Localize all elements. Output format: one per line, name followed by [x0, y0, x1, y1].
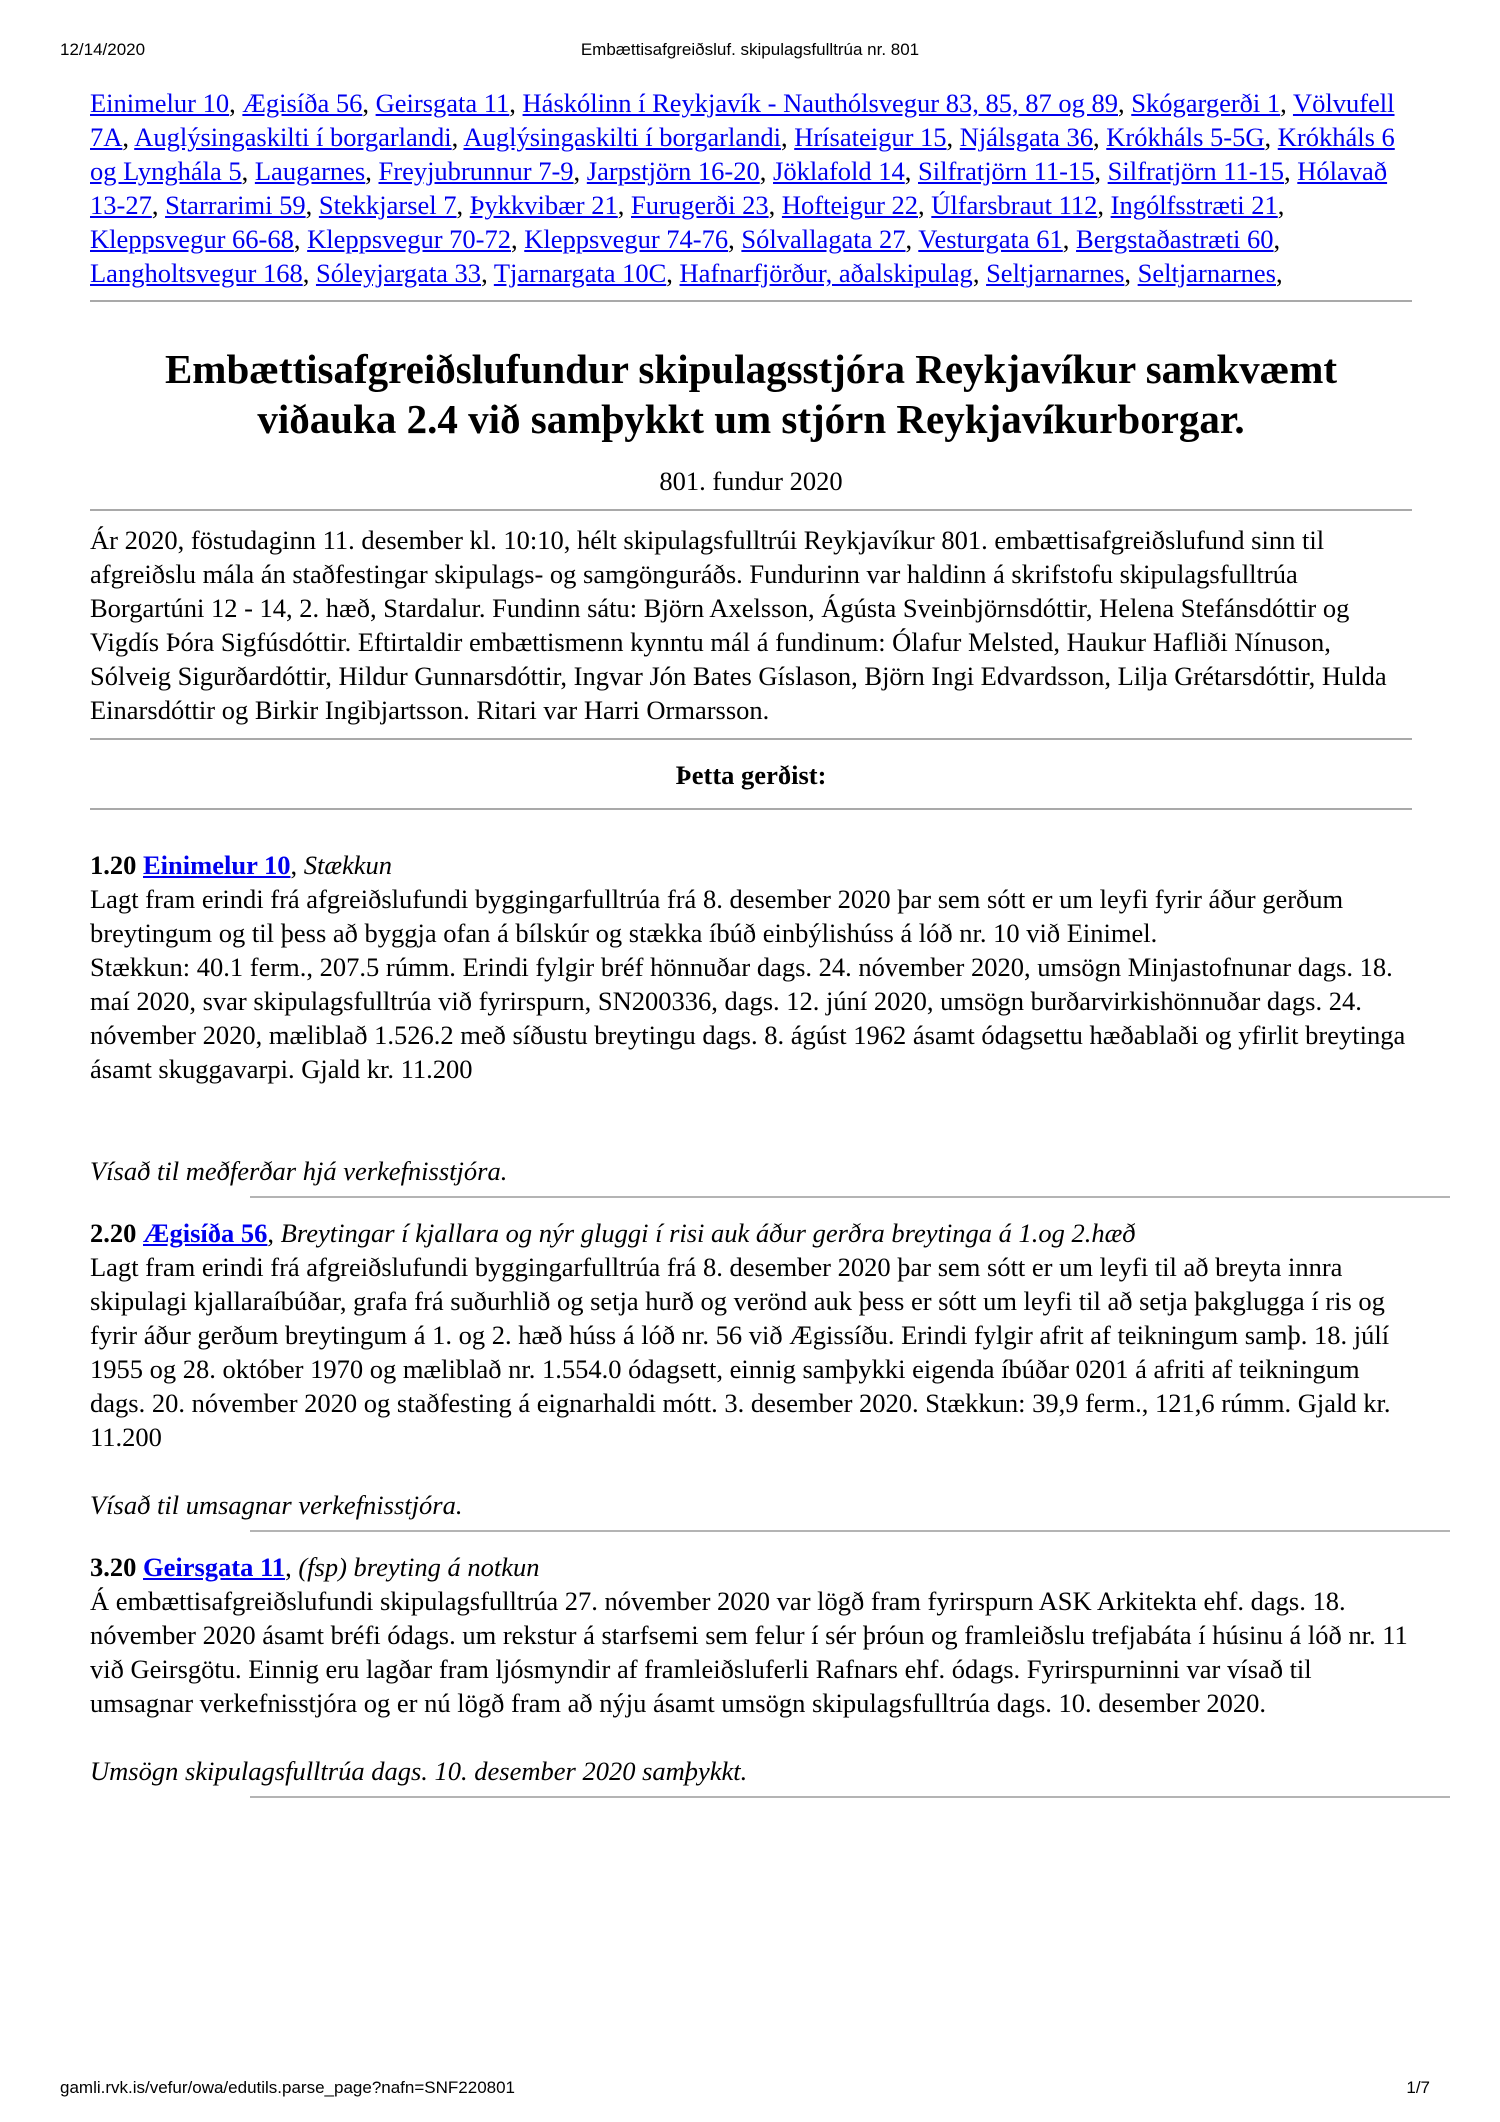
case-link[interactable]: Háskólinn í Reykjavík - Nauthólsvegur 83, 85, 87 og 89	[522, 88, 1118, 118]
case-link[interactable]: Langholtsvegur 168	[90, 258, 303, 288]
print-header	[60, 40, 1440, 64]
case-outcome: Umsögn skipulagsfulltrúa dags. 10. desember 2020 samþykkt.	[90, 1756, 748, 1786]
case-link[interactable]: Þykkvibær 21	[469, 190, 618, 220]
case-link[interactable]: Ingólfsstræti 21	[1110, 190, 1278, 220]
case-link[interactable]: Hafnarfjörður, aðalskipulag	[679, 258, 973, 288]
case-link[interactable]: Sólvallagata 27	[741, 224, 906, 254]
case-link[interactable]: Bergstaðastræti 60	[1076, 224, 1274, 254]
case-link[interactable]: Ægisíða 56	[242, 88, 363, 118]
case-number: 1.20	[90, 850, 137, 880]
case-link[interactable]: Geirsgata 11	[143, 1552, 286, 1582]
case-body: Stækkun: 40.1 ferm., 207.5 rúmm. Erindi fylgir bréf hönnuðar dags. 24. nóvember 2020, umsögn Minjastofnunar dags. 18. maí 2020, svar skipulagsfulltrúa við fyrirspurn, SN200336, dags. 12. júní 2020, umsögn burðarvirkishönnuðar dags. 24. nóvember 2020, mæliblað 1.526.2 með síðustu breytingu dags. 8. ágúst 1962 ásamt ódagsettu hæðablaði og yfirlit breytinga ásamt skuggavarpi. Gjald kr. 11.200	[90, 952, 1406, 1084]
case-link[interactable]: Úlfarsbraut 112	[931, 190, 1098, 220]
case-number: 2.20	[90, 1218, 137, 1248]
case-link[interactable]: Silfratjörn 11-15	[1107, 156, 1285, 186]
case-link[interactable]: Auglýsingaskilti í borgarlandi	[463, 122, 781, 152]
divider	[250, 1196, 1450, 1198]
page-title-line-2: viðauka 2.4 við samþykkt um stjórn Reykjavíkurborgar.	[257, 396, 1245, 442]
case-link[interactable]: Hofteigur 22	[781, 190, 919, 220]
case-link[interactable]: Njálsgata 36	[959, 122, 1093, 152]
case-links-list: Einimelur 10, Ægisíða 56, Geirsgata 11, Háskólinn í Reykjavík - Nauthólsvegur 83, 85, 87 og 89, Skógargerði 1, Völvufell 7A, Auglýsingaskilti í borgarlandi, Auglýsingaskilti í borgarlandi, Hrísateigur 15, Njálsgata 36, Krókháls 5-5G, Krókháls 6 og Lynghála 5, Laugarnes, Freyjubrunnur 7-9, Jarpstjörn 16-20, Jöklafold 14, Silfratjörn 11-15, Silfratjörn 11-15, Hólavað 13-27, Starrarimi 59, Stekkjarsel 7, Þykkvibær 21, Furugerði 23, Hofteigur 22, Úlfarsbraut 112, Ingólfsstræti 21, Kleppsvegur 66-68, Kleppsvegur 70-72, Kleppsvegur 74-76, Sólvallagata 27, Vesturgata 61, Bergstaðastræti 60, Langholtsvegur 168, Sóleyjargata 33, Tjarnargata 10C, Hafnarfjörður, aðalskipulag, Seltjarnarnes, Seltjarnarnes,	[90, 88, 1395, 288]
divider	[90, 738, 1412, 740]
case-link[interactable]: Freyjubrunnur 7-9	[378, 156, 574, 186]
case-link[interactable]: Krókháls 6 og Lynghála 5	[90, 122, 1395, 186]
case-link[interactable]: Völvufell 7A	[90, 88, 1395, 152]
case-outcome: Vísað til meðferðar hjá verkefnisstjóra.	[90, 1156, 508, 1186]
case-link[interactable]: Starrarimi 59	[165, 190, 306, 220]
spacer	[90, 1086, 1412, 1154]
case-link[interactable]: Kleppsvegur 66-68	[90, 224, 294, 254]
spacer	[90, 1454, 1412, 1488]
case-link[interactable]: Furugerði 23	[631, 190, 769, 220]
print-footer	[60, 2078, 1440, 2102]
print-url: gamli.rvk.is/vefur/owa/edutils.parse_page?nafn=SNF220801	[60, 2078, 516, 2097]
case-link[interactable]: Krókháls 5-5G	[1106, 122, 1265, 152]
case-link[interactable]: Auglýsingaskilti í borgarlandi	[134, 122, 452, 152]
case-link[interactable]: Laugarnes	[254, 156, 366, 186]
divider	[90, 808, 1412, 810]
case-outcome: Vísað til umsagnar verkefnisstjóra.	[90, 1490, 463, 1520]
case-title: 3.20 Geirsgata 11, (fsp) breyting á notkun	[90, 1552, 540, 1582]
case-subject: Stækkun	[303, 850, 393, 880]
case-link[interactable]: Hólavað 13-27	[90, 156, 1388, 220]
page-content	[90, 86, 1412, 1798]
case-link[interactable]: Jarpstjörn 16-20	[586, 156, 760, 186]
case-title: 2.20 Ægisíða 56, Breytingar í kjallara og nýr gluggi í risi auk áður gerðra breytinga á 1.og 2.hæð	[90, 1218, 1136, 1248]
case-link[interactable]: Kleppsvegur 70-72	[307, 224, 511, 254]
case-item	[90, 1216, 1412, 1532]
case-link[interactable]: Geirsgata 11	[375, 88, 510, 118]
divider	[90, 300, 1412, 302]
divider	[250, 1530, 1450, 1532]
case-number: 3.20	[90, 1552, 137, 1582]
divider	[90, 509, 1412, 511]
case-item	[90, 848, 1412, 1198]
page-title	[90, 344, 1412, 444]
case-body: Lagt fram erindi frá afgreiðslufundi byggingarfulltrúa frá 8. desember 2020 þar sem sótt er um leyfi fyrir áður gerðum breytingum og til þess að byggja ofan á bílskúr og stækka íbúð einbýlishúss á lóð nr. 10 við Einimel.	[90, 884, 1344, 948]
case-link[interactable]: Seltjarnarnes	[986, 258, 1125, 288]
case-item	[90, 1550, 1412, 1798]
divider	[250, 1796, 1450, 1798]
case-body: Lagt fram erindi frá afgreiðslufundi byggingarfulltrúa frá 8. desember 2020 þar sem sótt er um leyfi til að breyta innra skipulagi kjallaraíbúðar, grafa frá suðurhlið og setja hurð og verönd auk þess er sótt um leyfi til að setja þakglugga í ris og fyrir áður gerðum breytingum á 1. og 2. hæð húss á lóð nr. 56 við Ægissíðu. Erindi fylgir afrit af teikningum samþ. 18. júlí 1955 og 28. október 1970 og mæliblað nr. 1.554.0 ódagsett, einnig samþykki eigenda íbúðar 0201 á afriti af teikningum dags. 20. nóvember 2020 og staðfesting á eignarhaldi mótt. 3. desember 2020. Stækkun: 39,9 ferm., 121,6 rúmm. Gjald kr. 11.200	[90, 1252, 1391, 1452]
section-heading: Þetta gerðist:	[675, 760, 827, 790]
spacer	[90, 1720, 1412, 1754]
case-link[interactable]: Einimelur 10	[143, 850, 291, 880]
page-number: 1/7	[1406, 2078, 1430, 2097]
case-link[interactable]: Silfratjörn 11-15	[918, 156, 1095, 186]
print-title: Embættisafgreiðsluf. skipulagsfulltrúa nr. 801	[580, 40, 920, 59]
case-link[interactable]: Kleppsvegur 74-76	[524, 224, 729, 254]
case-subject: (fsp) breyting á notkun	[298, 1552, 540, 1582]
meeting-number: 801. fundur 2020	[659, 466, 843, 496]
case-link[interactable]: Hrísateigur 15	[794, 122, 947, 152]
case-link[interactable]: Einimelur 10	[90, 88, 230, 118]
case-link[interactable]: Skógargerði 1	[1131, 88, 1281, 118]
print-date: 12/14/2020	[60, 40, 146, 59]
page-title-line-1: Embættisafgreiðslufundur skipulagsstjóra Reykjavíkur samkvæmt	[164, 346, 1338, 392]
case-link[interactable]: Stekkjarsel 7	[318, 190, 457, 220]
case-link[interactable]: Ægisíða 56	[143, 1218, 268, 1248]
case-link[interactable]: Seltjarnarnes	[1137, 258, 1276, 288]
case-subject: Breytingar í kjallara og nýr gluggi í risi auk áður gerðra breytinga á 1.og 2.hæð	[280, 1218, 1136, 1248]
case-link[interactable]: Vesturgata 61	[918, 224, 1063, 254]
case-link[interactable]: Sóleyjargata 33	[315, 258, 482, 288]
case-body: Á embættisafgreiðslufundi skipulagsfulltrúa 27. nóvember 2020 var lögð fram fyrirspurn ASK Arkitekta ehf. dags. 18. nóvember 2020 ásamt bréfi ódags. um rekstur á starfsemi sem felur í sér þróun og framleiðslu trefjabáta í húsinu á lóð nr. 11 við Geirsgötu. Einnig eru lagðar fram ljósmyndir af framleiðsluferli Rafnars ehf. ódags. Fyrirspurninni var vísað til umsagnar verkefnisstjóra og er nú lögð fram að nýju ásamt umsögn skipulagsfulltrúa dags. 10. desember 2020.	[90, 1586, 1408, 1718]
case-title: 1.20 Einimelur 10, Stækkun	[90, 850, 393, 880]
case-link[interactable]: Jöklafold 14	[773, 156, 905, 186]
meeting-intro: Ár 2020, föstudaginn 11. desember kl. 10:10, hélt skipulagsfulltrúi Reykjavíkur 801. embættisafgreiðslufund sinn til afgreiðslu mála án staðfestingar skipulags- og samgönguráðs. Fundurinn var haldinn á skrifstofu skipulagsfulltrúa Borgartúni 12 - 14, 2. hæð, Stardalur. Fundinn sátu: Björn Axelsson, Ágústa Sveinbjörnsdóttir, Helena Stefánsdóttir og Vigdís Þóra Sigfúsdóttir. Eftirtaldir embættismenn kynntu mál á fundinum: Ólafur Melsted, Haukur Hafliði Nínuson, Sólveig Sigurðardóttir, Hildur Gunnarsdóttir, Ingvar Jón Bates Gíslason, Björn Ingi Edvardsson, Lilja Grétarsdóttir, Hulda Einarsdóttir og Birkir Ingibjartsson. Ritari var Harri Ormarsson.	[90, 525, 1387, 725]
case-link[interactable]: Tjarnargata 10C	[493, 258, 667, 288]
